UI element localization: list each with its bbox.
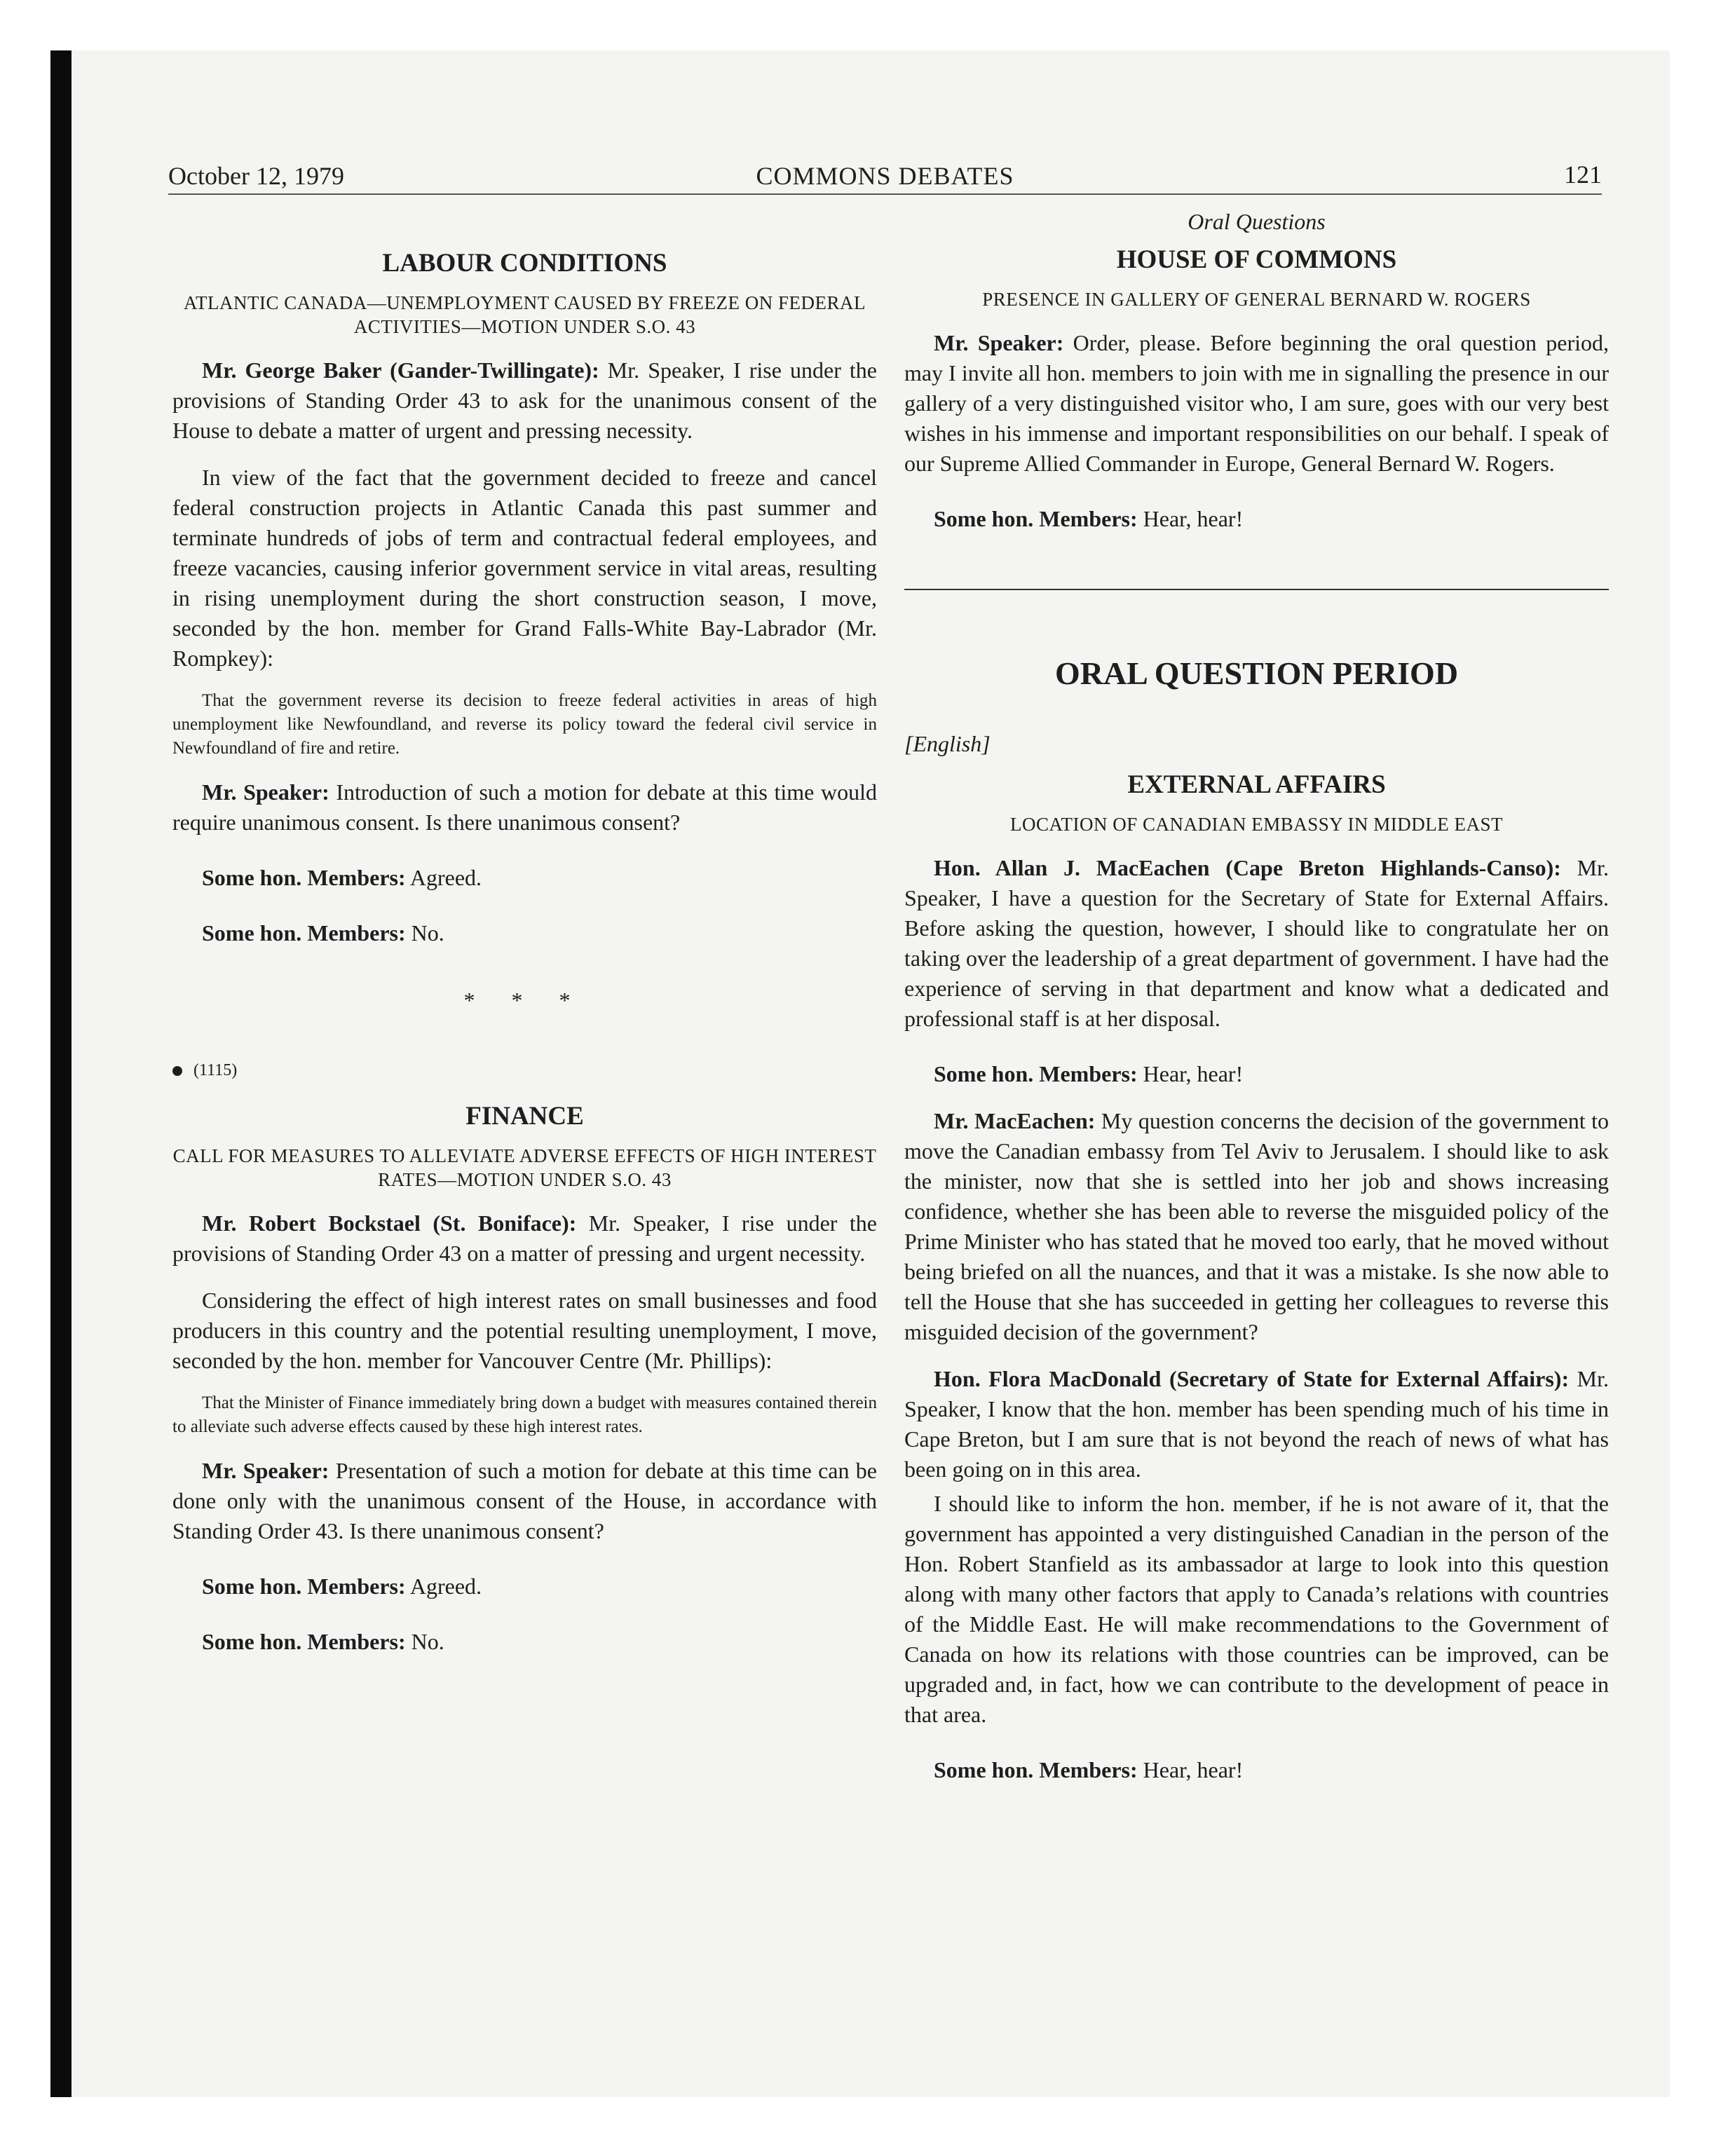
speech-text: Hear, hear! [1137,506,1244,531]
speech-text: Agreed. [405,865,482,890]
running-head: Oral Questions [1188,209,1326,234]
speech-text: Presentation of such a motion for debate at this time can be done only with the unanimous consent of the House, in accordance with Standing Order 43. Is there unanimous consent? [172,1458,878,1543]
speaker-name: Hon. Allan J. MacEachen (Cape Breton Highlands-Canso): [934,855,1561,880]
speech-text: Mr. Speaker, I have a question for the Secretary of State for External Affairs. Before asking the question, however, I should like to congratulate her on taking over the leadership of a great department of government. I have had the experience of serving in that department and know what a dedicated and professional staff is at her disposal. [904,855,1610,1031]
speech-text: No. [405,1629,444,1654]
speaker-name: Mr. Speaker: [934,330,1064,355]
speaker-name: Mr. Speaker: [202,1458,329,1483]
paragraph-speaker-2 [172,1456,877,1546]
response-members-6 [904,1059,1609,1089]
speaker-name: Some hon. Members: [934,1061,1138,1086]
paragraph-baker-1 [172,355,877,446]
speech-text: Order, please. Before beginning the oral question period, may I invite all hon. members to join with me in signalling the presence in our gallery of a very distinguished visitor who, I am sure, goes with our very best wishes in his immense and important responsibilities on our behalf. I speak of our Supreme Allied Commander in Europe, General Bernard W. Rogers. [904,330,1610,476]
speech-text: Mr. Speaker, I rise under the provisions of Standing Order 43 to ask for the unanimous consent of the House to debate a matter of urgent and pressing necessity. [172,357,878,443]
section-title-house: HOUSE OF COMMONS [1116,245,1397,274]
speaker-name: Some hon. Members: [202,1574,406,1599]
subhead-atlantic: ATLANTIC CANADA—UNEMPLOYMENT CAUSED BY FREEZE ON FEDERAL ACTIVITIES—MOTION UNDER S.O. 43 [184,292,866,337]
speech-text: Introduction of such a motion for debate at this time would require unanimous consent. Is there unanimous consent? [172,779,878,835]
header-date: October 12, 1979 [168,162,344,190]
speech-text: Mr. Speaker, I rise under the provisions of Standing Order 43 on a matter of pressing and urgent necessity. [172,1210,878,1266]
scan-edge [50,50,72,2097]
timecode-text: (1115) [193,1061,238,1079]
speaker-name: Some hon. Members: [202,865,406,890]
speaker-name: Mr. George Baker (Gander-Twillingate): [202,357,599,383]
speech-text: Mr. Speaker, I know that the hon. member has been spending much of his time in Cape Breton, but I am sure that is not beyond the reach of news of what has been going on in this area. [904,1366,1609,1482]
paragraph-maceachen-2 [904,1106,1609,1347]
response-members-4 [172,1627,877,1657]
paragraph-maceachen-1 [904,853,1609,1034]
left-column [172,209,877,1657]
speaker-name: Mr. MacEachen: [934,1108,1096,1133]
response-members-2 [172,918,877,948]
speech-text: Hear, hear! [1137,1061,1244,1086]
header-title: COMMONS DEBATES [756,162,1014,190]
response-members-5 [904,504,1609,534]
speaker-name: Some hon. Members: [934,1757,1138,1782]
response-members-3 [172,1571,877,1602]
bullet-icon [172,1066,182,1076]
motion-text-labour: That the government reverse its decision to freeze federal activities in areas of high unemployment like Newfoundland, and reverse its policy toward the federal civil service in Newfoundland of fire and retire. [172,691,877,758]
timecode [172,1061,877,1080]
subhead-gallery: PRESENCE IN GALLERY OF GENERAL BERNARD W. ROGERS [982,289,1531,310]
section-separator: * * * [463,988,586,1013]
speaker-name: Some hon. Members: [202,1629,406,1654]
paragraph-macdonald-1 [904,1364,1609,1485]
paragraph-bockstael-1 [172,1208,877,1269]
response-members-1 [172,863,877,893]
paragraph-baker-2: In view of the fact that the government decided to freeze and cancel federal construction projects in Atlantic Canada this past summer and terminate hundreds of jobs of term and contractual federal employees, and freeze vacancies, causing inferior government service in vital areas, resulting in rising unemployment during the short construction season, I move, seconded by the hon. member for Grand Falls-White Bay-Labrador (Mr. Rompkey): [172,465,877,671]
section-title-finance: FINANCE [465,1102,584,1131]
speaker-name: Some hon. Members: [934,506,1138,531]
page-number: 121 [1564,161,1602,189]
subhead-interest-rates: CALL FOR MEASURES TO ALLEVIATE ADVERSE EFFECTS OF HIGH INTEREST RATES—MOTION UNDER S.O. 43 [172,1145,877,1190]
page-header [168,153,1602,195]
paragraph-bockstael-2: Considering the effect of high interest rates on small businesses and food producers in this country and the potential resulting unemployment, I move, seconded by the hon. member for Vancouver Centre (Mr. Phillips): [172,1288,877,1373]
language-note: [English] [904,731,991,756]
speaker-name: Mr. Robert Bockstael (St. Boniface): [202,1210,577,1236]
paragraph-speaker-3 [904,328,1609,479]
section-title-external-affairs: EXTERNAL AFFAIRS [1127,770,1386,799]
subhead-embassy: LOCATION OF CANADIAN EMBASSY IN MIDDLE EAST [1010,814,1503,835]
section-title-labour: LABOUR CONDITIONS [382,249,667,278]
speech-text: No. [405,920,444,946]
section-rule [904,589,1609,590]
oral-question-period-title: ORAL QUESTION PERIOD [1054,655,1459,691]
paragraph-speaker-1 [172,777,877,838]
response-members-7 [904,1755,1609,1785]
speaker-name: Some hon. Members: [202,920,406,946]
speaker-name: Mr. Speaker: [202,779,329,805]
motion-text-finance: That the Minister of Finance immediately bring down a budget with measures contained therein to alleviate such adverse effects caused by these high interest rates. [172,1393,877,1436]
speech-text: Agreed. [405,1574,482,1599]
paragraph-macdonald-2: I should like to inform the hon. member, if he is not aware of it, that the government has appointed a very distinguished Canadian in the person of the Hon. Robert Stanfield as its ambassador at large to look into this question along with many other factors that apply to Canada’s relations with countries of the Middle East. He will make recommendations to the Government of Canada on how its relations with those countries can be improved, can be upgraded and, in fact, how we can contribute to the development of peace in that area. [904,1491,1609,1727]
speech-text: Hear, hear! [1137,1757,1244,1782]
speech-text: My question concerns the decision of the government to move the Canadian embassy from Tel Aviv to Jerusalem. I should like to ask the minister, now that she is settled into her job and shows increasing confidence, whether she has been able to reverse the misguided policy of the Prime Minister who has stated that he moved too early, that he moved without being briefed on all the nuances, and that it was a mistake. Is she now able to tell the House that she has succeeded in getting her colleagues to reverse this misguided decision of the government? [904,1108,1610,1344]
right-column [904,209,1609,1785]
speaker-name: Hon. Flora MacDonald (Secretary of State for External Affairs): [934,1366,1570,1391]
